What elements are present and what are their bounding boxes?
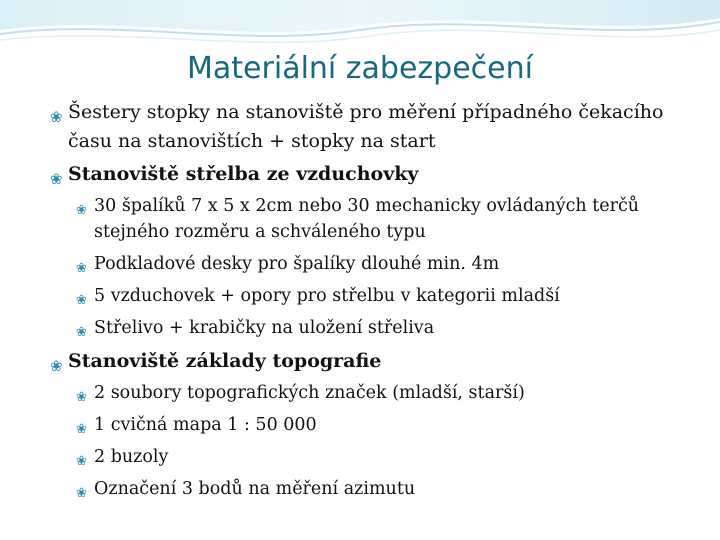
list-item-text: Podkladové desky pro špalíky dlouhé min. 4m [94, 254, 500, 274]
list-item-text: 2 soubory topografických značek (mladší, starší) [94, 383, 525, 403]
list-item [74, 444, 708, 470]
wave-flag-bullet-icon: ❀ [50, 357, 63, 375]
list-item [74, 193, 708, 245]
list-item [48, 98, 708, 156]
list-item-text: Šestery stopky na stanoviště pro měření případného čekacího času na stanovištích + stopky na start [68, 101, 664, 152]
list-item-text: 2 buzoly [94, 447, 169, 467]
list-item-text: Stanoviště střelba ze vzduchovky [68, 163, 419, 185]
list-item [74, 476, 708, 502]
list-item [48, 160, 708, 189]
wave-flag-bullet-icon: ❀ [76, 454, 87, 469]
bullet-list [48, 98, 708, 508]
wave-flag-bullet-icon: ❀ [50, 170, 63, 188]
list-item [74, 251, 708, 277]
wave-flag-bullet-icon: ❀ [76, 390, 87, 405]
wave-flag-bullet-icon: ❀ [76, 261, 87, 276]
wave-flag-bullet-icon: ❀ [50, 108, 63, 126]
list-item [74, 283, 708, 309]
wave-flag-bullet-icon: ❀ [76, 293, 87, 308]
wave-flag-bullet-icon: ❀ [76, 203, 87, 218]
wave-flag-bullet-icon: ❀ [76, 325, 87, 340]
list-item-text: 1 cvičná mapa 1 : 50 000 [94, 415, 317, 435]
list-item-text: Označení 3 bodů na měření azimutu [94, 479, 416, 499]
list-item-text: 30 špalíků 7 x 5 x 2cm nebo 30 mechanicky ovládaných terčů stejného rozměru a schváleného typu [94, 196, 640, 242]
list-item [74, 380, 708, 406]
list-item-text: 5 vzduchovek + opory pro střelbu v kategorii mladší [94, 286, 560, 306]
wave-flag-bullet-icon: ❀ [76, 422, 87, 437]
list-item-text: Střelivo + krabičky na uložení střeliva [94, 318, 435, 338]
list-item-text: Stanoviště základy topografie [68, 350, 382, 372]
list-item [48, 347, 708, 376]
wave-flag-bullet-icon: ❀ [76, 486, 87, 501]
list-item [74, 315, 708, 341]
list-item [74, 412, 708, 438]
slide-title: Materiální zabezpečení [187, 51, 533, 86]
